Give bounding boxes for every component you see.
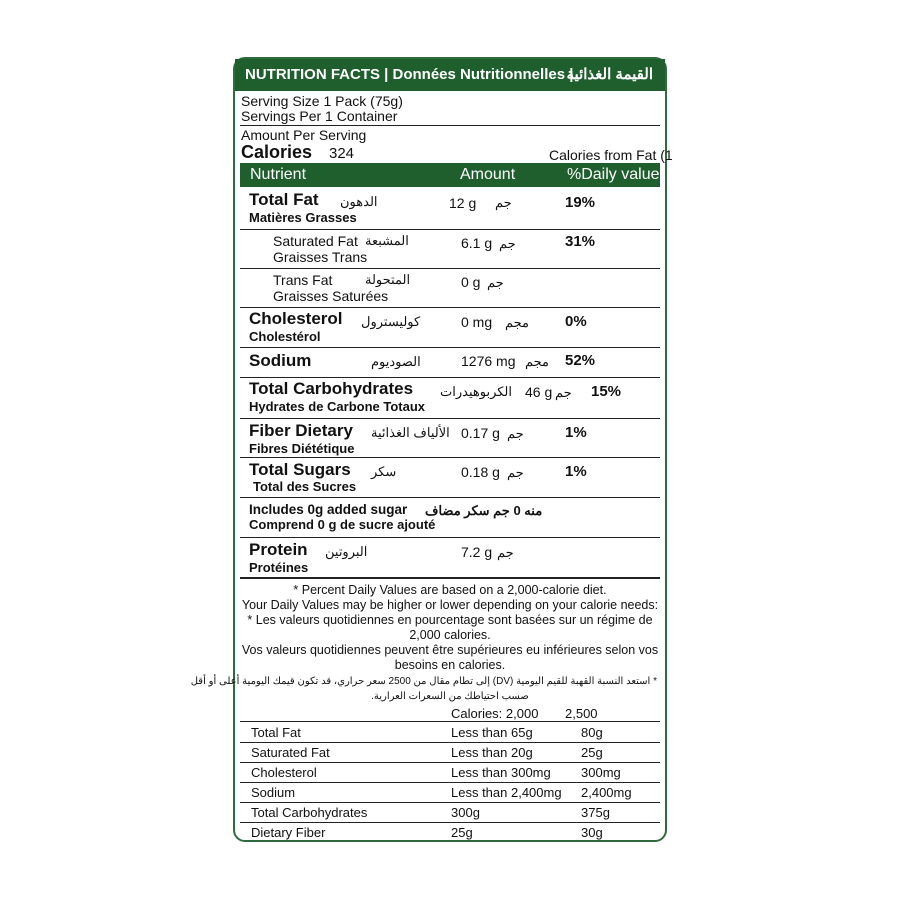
ref-row-name: Dietary Fiber (251, 825, 326, 840)
footnote-line-ar: * استعد النسبة القهبة للقيم اليومية (DV) إلى تطام مقال من 2500 سعر حراري، قد تكون قيمك اليومية أعلى أو أقل (190, 676, 657, 687)
nutrient-amount: 0.17 g (461, 425, 500, 441)
divider (240, 125, 660, 126)
divider (240, 721, 660, 722)
nutrient-name: Saturated Fat (273, 233, 358, 249)
nutrient-name-fr: Matières Grasses (249, 210, 357, 225)
nutrient-dv: 31% (565, 233, 596, 250)
divider (240, 347, 660, 348)
nutrient-name-fr: Comprend 0 g de sucre ajouté (249, 517, 436, 532)
nutrient-name: Protein (249, 540, 308, 559)
title-bar (235, 59, 665, 91)
nutrient-name-fr: Total des Sucres (253, 479, 357, 494)
divider (240, 762, 660, 763)
serving-size: Serving Size 1 Pack (75g) (241, 93, 403, 109)
divider (240, 742, 660, 743)
divider (240, 822, 660, 823)
nutrient-amount: 0 g (461, 274, 481, 290)
footnote-line: * Percent Daily Values are based on a 2,000-calorie diet. (293, 583, 607, 597)
nutrient-name: Trans Fat (273, 272, 333, 288)
divider (240, 577, 660, 579)
footnote-line: Your Daily Values may be higher or lower depending on your calorie needs: (241, 598, 659, 612)
nutrient-amount: 0 mg (461, 314, 493, 330)
nutrient-unit-ar: جم (555, 385, 572, 400)
nutrient-unit-ar: مجم (525, 354, 550, 369)
footnote-line: Vos valeurs quotidiennes peuvent être supérieures eu inférieures selon vos (241, 643, 659, 657)
ref-row-v2: 25g (581, 745, 603, 760)
footnote-line: 2,000 calories. (409, 628, 491, 642)
nutrient-name: Cholesterol (249, 309, 343, 328)
nutrient-name-ar: الكربوهيدرات (440, 384, 512, 399)
nutrient-name: Fiber Dietary (249, 421, 353, 440)
nutrient-name-ar: الصوديوم (371, 354, 421, 369)
servings-per-container: Servings Per 1 Container (241, 108, 398, 124)
col-nutrient: Nutrient (250, 166, 307, 183)
nutrient-dv: 19% (565, 194, 596, 211)
nutrient-amount: 46 g (525, 384, 553, 400)
ref-row-name: Saturated Fat (251, 745, 330, 760)
ref-row-v1: Less than 65g (451, 725, 533, 740)
ref-row-name: Sodium (251, 785, 296, 800)
ref-row-name: Cholesterol (251, 765, 317, 780)
nutrient-unit-ar: جم (499, 236, 516, 251)
nutrient-amount: 0.18 g (461, 464, 500, 480)
nutrient-name: Total Fat (249, 190, 319, 209)
nutrient-unit-ar: جم (507, 426, 524, 441)
ref-row-v1: Less than 20g (451, 745, 533, 760)
nutrient-unit-ar: جم (487, 275, 504, 290)
ref-row-v1: 300g (451, 805, 480, 820)
nutrient-name-fr: Hydrates de Carbone Totaux (249, 399, 426, 414)
nutrient-amount: 7.2 g (461, 544, 493, 560)
ref-row-v2: 80g (581, 725, 603, 740)
nutrient-name-ar: البروتين (325, 544, 368, 559)
ref-row-name: Total Fat (251, 725, 301, 740)
nutrient-unit-ar: مجم (505, 315, 530, 330)
col-daily-value: %Daily value (567, 166, 660, 183)
divider (240, 229, 660, 230)
nutrient-dv: 1% (565, 463, 587, 480)
nutrient-name-fr: Cholestérol (249, 329, 321, 344)
nutrient-name-ar: كوليسترول (361, 314, 421, 329)
nutrient-name-fr: Protéines (249, 560, 309, 575)
nutrient-unit-ar: جم (497, 545, 514, 560)
nutrient-name-ar: المشبعة (365, 233, 409, 248)
nutrient-name-fr: Fibres Diététique (249, 441, 355, 456)
ref-row-v1: Less than 2,400mg (451, 785, 562, 800)
nutrient-dv: 52% (565, 352, 596, 369)
divider (240, 307, 660, 308)
divider (240, 802, 660, 803)
amount-per-serving: Amount Per Serving (241, 127, 367, 143)
nutrient-unit-ar: جم (495, 195, 512, 210)
ref-row-name: Total Carbohydrates (251, 805, 368, 820)
nutrient-name: Includes 0g added sugar (249, 502, 408, 517)
nutrient-name-fr: Graisses Saturées (273, 288, 389, 304)
nutrient-name-ar: الألياف الغذائية (371, 425, 450, 440)
footnote-line-ar: صسب احتياطك من السعرات العرارية. (371, 691, 529, 702)
ref-calories-2000: Calories: 2,000 (451, 706, 539, 721)
calories-value: 324 (329, 145, 355, 162)
nutrient-dv: 0% (565, 313, 587, 330)
divider (240, 537, 660, 538)
ref-row-v1: Less than 300mg (451, 765, 551, 780)
divider (240, 497, 660, 498)
calories-label: Calories (241, 142, 313, 162)
title-ar: القيمة الغذائية (566, 66, 653, 83)
ref-row-v2: 300mg (581, 765, 621, 780)
nutrient-name-ar: سكر (371, 464, 397, 479)
col-amount: Amount (460, 166, 516, 183)
nutrient-unit-ar: جم (507, 465, 524, 480)
nutrient-name: Total Sugars (249, 460, 351, 479)
title-en: NUTRITION FACTS | Données Nutritionnelles | (245, 66, 574, 83)
column-header-bar (240, 163, 660, 187)
ref-calories-2500: 2,500 (565, 706, 598, 721)
footnote-line: besoins en calories. (394, 658, 506, 672)
nutrient-name: Total Carbohydrates (249, 379, 414, 398)
nutrient-dv: 15% (591, 383, 622, 400)
nutrient-amount: 1276 mg (461, 353, 516, 369)
divider (240, 268, 660, 269)
nutrition-facts-panel (190, 57, 673, 842)
divider (240, 377, 660, 378)
divider (240, 418, 660, 419)
nutrient-dv: 1% (565, 424, 587, 441)
nutrient-name-ar: المتحولة (365, 272, 411, 287)
ref-row-v1: 25g (451, 825, 473, 840)
divider (240, 782, 660, 783)
divider (240, 457, 660, 458)
nutrient-amount: 12 g (449, 195, 477, 211)
nutrient-name-ar: الدهون (340, 194, 378, 209)
calories-from-fat: Calories from Fat (1 (549, 147, 673, 163)
nutrient-name-fr: Graisses Trans (273, 249, 368, 265)
ref-row-v2: 2,400mg (581, 785, 632, 800)
ref-row-v2: 375g (581, 805, 610, 820)
nutrient-name: Sodium (249, 351, 312, 370)
nutrient-name-ar: منه 0 جم سكر مضاف (425, 503, 543, 518)
ref-row-v2: 30g (581, 825, 603, 840)
nutrient-amount: 6.1 g (461, 235, 493, 251)
footnote-line: * Les valeurs quotidiennes en pourcentage sont basées sur un régime de (247, 613, 653, 627)
